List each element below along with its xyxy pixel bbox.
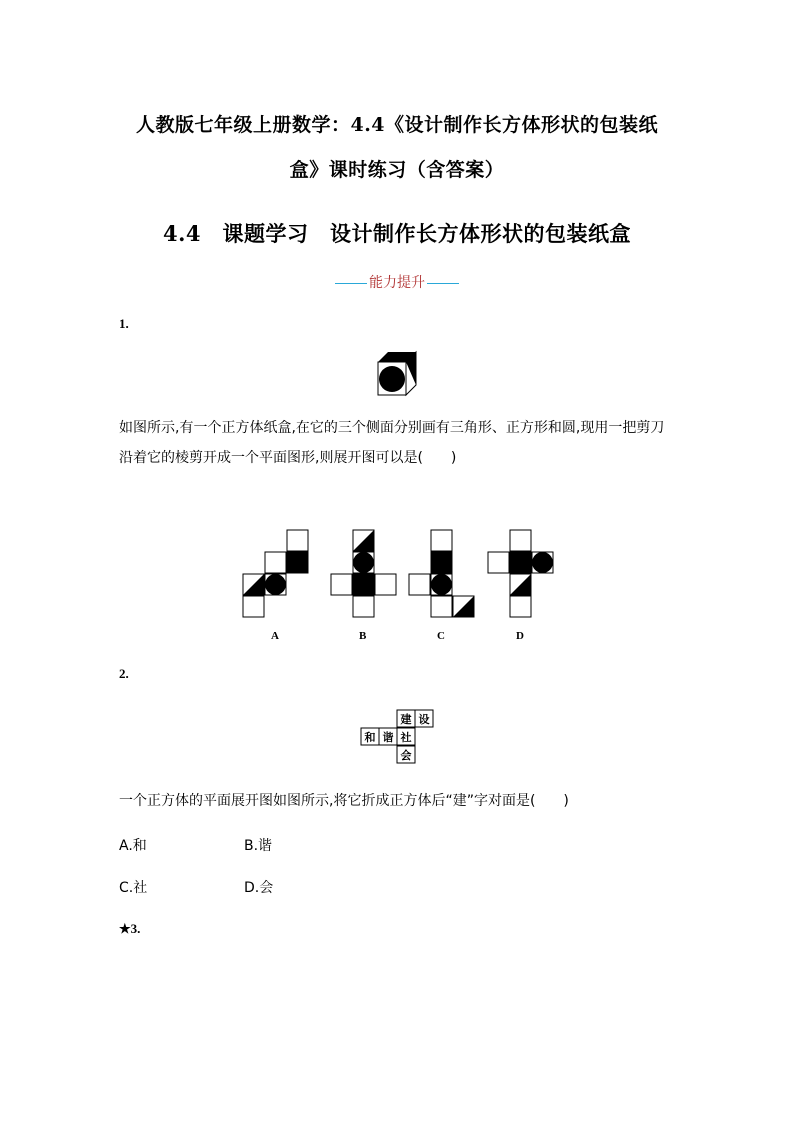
document-title-line-1: 人教版七年级上册数学：4.4《设计制作长方体形状的包装纸 — [135, 114, 659, 136]
section-heading-text: 能力提升 — [369, 275, 425, 291]
question-3-number: ★3. — [119, 921, 141, 936]
question-1-text-line-1: 如图所示,有一个正方体纸盒,在它的三个侧面分别画有三角形、正方形和圆,现用一把剪刀 — [119, 420, 665, 436]
cube-figure — [378, 352, 418, 396]
net-char-jian: 建 — [400, 713, 412, 726]
net-option-a — [243, 530, 309, 618]
net-char-she2: 社 — [400, 731, 412, 744]
option-a-label: A — [271, 630, 279, 642]
lesson-subtitle: 4.4 课题学习 设计制作长方体形状的包装纸盒 — [162, 221, 632, 246]
option-d-label: D — [516, 630, 524, 642]
net-char-hui: 会 — [400, 749, 412, 762]
question-1-number: 1. — [119, 316, 129, 331]
cube-front-circle — [379, 366, 405, 392]
section-heading — [0, 272, 794, 292]
character-net-figure — [361, 710, 435, 764]
question-2-option-b: B.谐 — [244, 838, 273, 854]
option-c-label: C — [437, 630, 445, 642]
question-2-option-d: D.会 — [244, 880, 274, 896]
net-char-he: 和 — [364, 731, 376, 744]
net-option-d — [488, 530, 554, 618]
document-title-line-2: 盒》课时练习（含答案） — [289, 159, 505, 181]
question-2-option-a: A.和 — [119, 838, 147, 854]
net-char-she: 设 — [418, 713, 430, 726]
net-char-xie: 谐 — [382, 731, 394, 744]
question-2-number: 2. — [119, 666, 129, 681]
question-2-option-c: C.社 — [119, 880, 148, 896]
net-option-b — [331, 530, 397, 618]
section-rule-left — [335, 283, 367, 284]
section-rule-right — [427, 283, 459, 284]
net-option-c — [409, 530, 475, 618]
question-1-text-line-2: 沿着它的棱剪开成一个平面图形,则展开图可以是( ) — [119, 450, 457, 466]
option-b-label: B — [359, 630, 367, 642]
question-2-text: 一个正方体的平面展开图如图所示,将它折成正方体后“建”字对面是( ) — [119, 793, 569, 809]
